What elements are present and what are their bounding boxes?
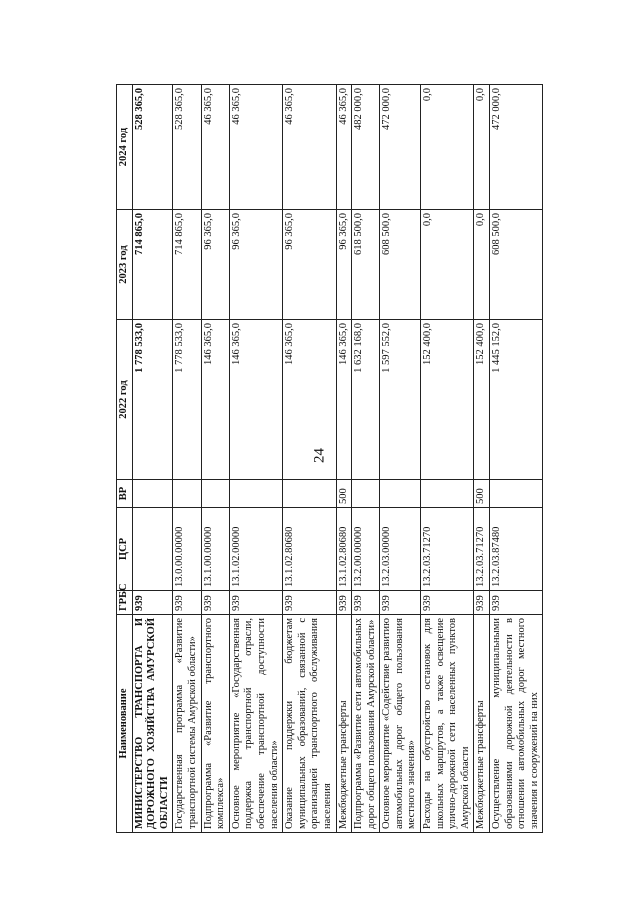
- cell-name: Межбюджетные трансферты: [474, 615, 490, 833]
- cell-csr: 13.2.03.71270: [421, 508, 474, 591]
- cell-vr: [229, 480, 282, 508]
- cell-csr: 13.0.00.00000: [173, 508, 201, 591]
- cell-2023: 714 865,0: [173, 210, 201, 320]
- cell-vr: [173, 480, 201, 508]
- cell-name: Основное мероприятие «Содействие развитию автомобильных дорог общего пользования местного значения»: [380, 615, 421, 833]
- cell-vr: [283, 480, 336, 508]
- cell-2023: 0,0: [474, 210, 490, 320]
- cell-2022: 146 365,0: [336, 320, 352, 480]
- cell-grbs: 939: [201, 591, 229, 615]
- cell-csr: [132, 508, 173, 591]
- cell-csr: 13.2.03.87480: [490, 508, 543, 591]
- cell-grbs: 939: [173, 591, 201, 615]
- cell-csr: 13.1.02.00000: [229, 508, 282, 591]
- cell-name: Оказание поддержки бюджетам муниципальных образований, связанной с организацией транспортного обслуживания населения: [283, 615, 336, 833]
- cell-2023: 96 365,0: [283, 210, 336, 320]
- cell-2024: 46 365,0: [283, 85, 336, 210]
- cell-grbs: 939: [336, 591, 352, 615]
- cell-2024: 528 365,0: [173, 85, 201, 210]
- table-row: [352, 85, 380, 833]
- cell-2024: 472 000,0: [380, 85, 421, 210]
- cell-2024: 0,0: [421, 85, 474, 210]
- cell-name: Расходы на обустройство остановок для школьных маршрутов, а также освещение улично-дорожной сети населенных пунктов Амурской области: [421, 615, 474, 833]
- cell-2023: 608 500,0: [380, 210, 421, 320]
- cell-csr: 13.2.03.71270: [474, 508, 490, 591]
- cell-2022: 152 400,0: [474, 320, 490, 480]
- table-row: [132, 85, 173, 833]
- cell-grbs: 939: [380, 591, 421, 615]
- cell-grbs: 939: [421, 591, 474, 615]
- table-row: [380, 85, 421, 833]
- table-row: [474, 85, 490, 833]
- header-csr: ЦСР: [117, 508, 133, 591]
- cell-vr: 500: [336, 480, 352, 508]
- cell-2024: 46 365,0: [201, 85, 229, 210]
- cell-2023: 96 365,0: [201, 210, 229, 320]
- cell-name: Межбюджетные трансферты: [336, 615, 352, 833]
- cell-2024: 46 365,0: [336, 85, 352, 210]
- header-name: Наименование: [117, 615, 133, 833]
- table-row: [201, 85, 229, 833]
- table-row: [421, 85, 474, 833]
- cell-vr: [352, 480, 380, 508]
- cell-grbs: 939: [229, 591, 282, 615]
- table-row: [229, 85, 282, 833]
- table-header-row: [117, 85, 133, 833]
- cell-grbs: 939: [132, 591, 173, 615]
- cell-name: Осуществление муниципальными образованиями дорожной деятельности в отношении автомобильных дорог местного значения и сооружений на них: [490, 615, 543, 833]
- header-2022: 2022 год: [117, 320, 133, 480]
- header-2024: 2024 год: [117, 85, 133, 210]
- cell-vr: [490, 480, 543, 508]
- cell-grbs: 939: [474, 591, 490, 615]
- cell-2024: 0,0: [474, 85, 490, 210]
- cell-2022: 146 365,0: [283, 320, 336, 480]
- cell-2022: 1 445 152,0: [490, 320, 543, 480]
- cell-name: Подпрограмма «Развитие сети автомобильных дорог общего пользования Амурской области»: [352, 615, 380, 833]
- rotated-table-container: [116, 85, 605, 833]
- cell-2023: 96 365,0: [229, 210, 282, 320]
- cell-csr: 13.1.02.80680: [283, 508, 336, 591]
- cell-grbs: 939: [352, 591, 380, 615]
- cell-2024: 46 365,0: [229, 85, 282, 210]
- cell-2024: 528 365,0: [132, 85, 173, 210]
- cell-csr: 13.1.02.80680: [336, 508, 352, 591]
- cell-2022: 1 632 168,0: [352, 320, 380, 480]
- header-grbs: ГРБС: [117, 591, 133, 615]
- cell-2023: 0,0: [421, 210, 474, 320]
- cell-grbs: 939: [283, 591, 336, 615]
- cell-vr: [201, 480, 229, 508]
- cell-2022: 1 597 552,0: [380, 320, 421, 480]
- cell-2023: 618 500,0: [352, 210, 380, 320]
- cell-vr: [132, 480, 173, 508]
- table-row: [490, 85, 543, 833]
- cell-name: Подпрограмма «Развитие транспортного комплекса»: [201, 615, 229, 833]
- cell-name: Основное мероприятие «Государственная поддержка транспортной отрасли, обеспечение транспортной доступности населения области»: [229, 615, 282, 833]
- cell-csr: 13.2.00.00000: [352, 508, 380, 591]
- cell-2023: 96 365,0: [336, 210, 352, 320]
- cell-2022: 1 778 533,0: [132, 320, 173, 480]
- header-vr: ВР: [117, 480, 133, 508]
- cell-vr: [421, 480, 474, 508]
- cell-grbs: 939: [490, 591, 543, 615]
- table-row: [173, 85, 201, 833]
- cell-2023: 608 500,0: [490, 210, 543, 320]
- cell-2022: 152 400,0: [421, 320, 474, 480]
- cell-2023: 714 865,0: [132, 210, 173, 320]
- cell-csr: 13.2.03.00000: [380, 508, 421, 591]
- cell-vr: [380, 480, 421, 508]
- budget-table: [116, 84, 543, 833]
- header-2023: 2023 год: [117, 210, 133, 320]
- cell-2022: 1 778 533,0: [173, 320, 201, 480]
- table-row: [283, 85, 336, 833]
- table-row: [336, 85, 352, 833]
- cell-vr: 500: [474, 480, 490, 508]
- cell-name: МИНИСТЕРСТВО ТРАНСПОРТА И ДОРОЖНОГО ХОЗЯЙСТВА АМУРСКОЙ ОБЛАСТИ: [132, 615, 173, 833]
- cell-2024: 472 000,0: [490, 85, 543, 210]
- cell-2022: 146 365,0: [201, 320, 229, 480]
- cell-2022: 146 365,0: [229, 320, 282, 480]
- cell-csr: 13.1.00.00000: [201, 508, 229, 591]
- cell-name: Государственная программа «Развитие транспортной системы Амурской области»: [173, 615, 201, 833]
- page-number: 24: [311, 448, 328, 463]
- cell-2024: 482 000,0: [352, 85, 380, 210]
